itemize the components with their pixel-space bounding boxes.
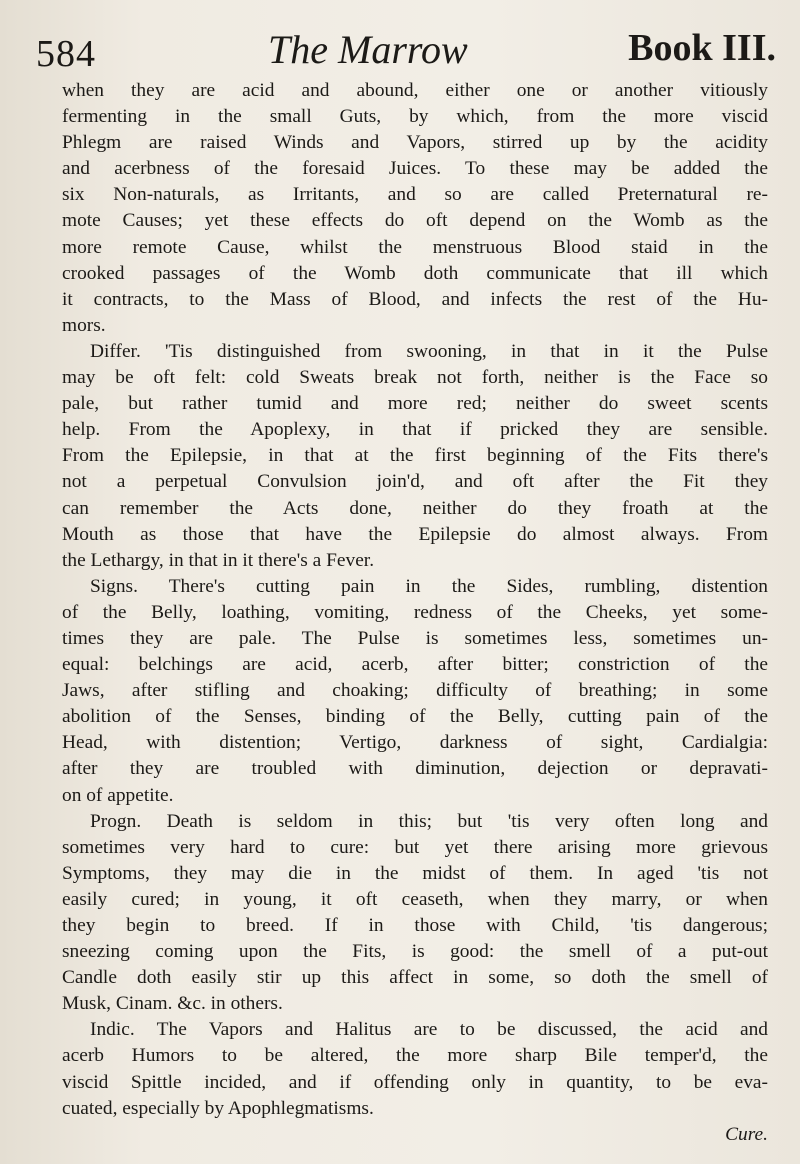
text-line: equal: belchings are acid, acerb, after bitter; constriction of the	[62, 654, 768, 676]
text-line: Phlegm are raised Winds and Vapors, stirred up by the acidity	[62, 132, 768, 154]
text-line: may be oft felt: cold Sweats break not forth, neither is the Face so	[62, 367, 768, 389]
text-line: mors.	[62, 314, 106, 336]
body-text	[62, 78, 768, 1148]
text-line: and acerbness of the foresaid Juices. To these may be added the	[62, 158, 768, 180]
text-line: after they are troubled with diminution, dejection or depravati-	[62, 758, 768, 780]
text-line: Head, with distention; Vertigo, darkness of sight, Cardialgia:	[62, 732, 768, 754]
text-line: the Lethargy, in that in it there's a Fever.	[62, 549, 375, 571]
text-line: when they are acid and abound, either one or another vitiously	[62, 80, 768, 101]
text-line: Indic. The Vapors and Halitus are to be discussed, the acid and	[90, 1019, 768, 1041]
text-line: can remember the Acts done, neither do they froath at the	[62, 497, 768, 519]
text-line: cuated, especially by Apophlegmatisms.	[62, 1097, 374, 1119]
catchword: Cure.	[725, 1123, 768, 1145]
text-line: Mouth as those that have the Epilepsie do almost always. From	[62, 523, 768, 545]
text-line: not a perpetual Convulsion join'd, and oft after the Fit they	[62, 471, 768, 493]
text-line: on of appetite.	[62, 784, 174, 806]
text-line: Differ. 'Tis distinguished from swooning, in that in it the Pulse	[90, 340, 768, 362]
text-line: six Non-naturals, as Irritants, and so are called Preternatural re-	[62, 184, 768, 206]
page-number: 584	[36, 33, 96, 75]
text-line: sometimes very hard to cure: but yet there arising more grievous	[62, 836, 768, 858]
running-title: The Marrow	[268, 27, 468, 72]
text-line: help. From the Apoplexy, in that if pricked they are sensible.	[62, 419, 768, 441]
page-header	[36, 10, 776, 76]
text-line: it contracts, to the Mass of Blood, and infects the rest of the Hu-	[62, 288, 768, 310]
text-line: fermenting in the small Guts, by which, from the more viscid	[62, 106, 768, 128]
text-line: crooked passages of the Womb doth communicate that ill which	[62, 262, 768, 284]
text-line: abolition of the Senses, binding of the Belly, cutting pain of the	[62, 706, 768, 728]
text-line: acerb Humors to be altered, the more sharp Bile temper'd, the	[62, 1045, 768, 1067]
text-line: they begin to breed. If in those with Child, 'tis dangerous;	[62, 915, 768, 936]
text-line: mote Causes; yet these effects do oft depend on the Womb as the	[62, 210, 768, 232]
text-line: Signs. There's cutting pain in the Sides, rumbling, distention	[90, 575, 768, 597]
text-line: Progn. Death is seldom in this; but 'tis very often long and	[90, 810, 768, 832]
text-line: easily cured; in young, it oft ceaseth, when they marry, or when	[62, 888, 768, 910]
text-line: From the Epilepsie, in that at the first beginning of the Fits there's	[62, 445, 768, 467]
text-line: of the Belly, loathing, vomiting, redness of the Cheeks, yet some-	[62, 601, 768, 623]
text-line: viscid Spittle incided, and if offending only in quantity, to be eva-	[62, 1071, 768, 1093]
text-line: sneezing coming upon the Fits, is good: the smell of a put-out	[62, 941, 768, 963]
text-line: pale, but rather tumid and more red; neither do sweet scents	[62, 393, 768, 415]
text-line: more remote Cause, whilst the menstruous Blood staid in the	[62, 236, 768, 258]
text-line: Jaws, after stifling and choaking; difficulty of breathing; in some	[62, 680, 768, 702]
text-line: Symptoms, they may die in the midst of them. In aged 'tis not	[62, 862, 768, 884]
text-line: Musk, Cinam. &c. in others.	[62, 993, 283, 1015]
text-line: Candle doth easily stir up this affect in some, so doth the smell of	[62, 967, 768, 989]
book-reference: Book III.	[628, 27, 776, 69]
text-line: times they are pale. The Pulse is sometimes less, sometimes un-	[62, 627, 768, 649]
